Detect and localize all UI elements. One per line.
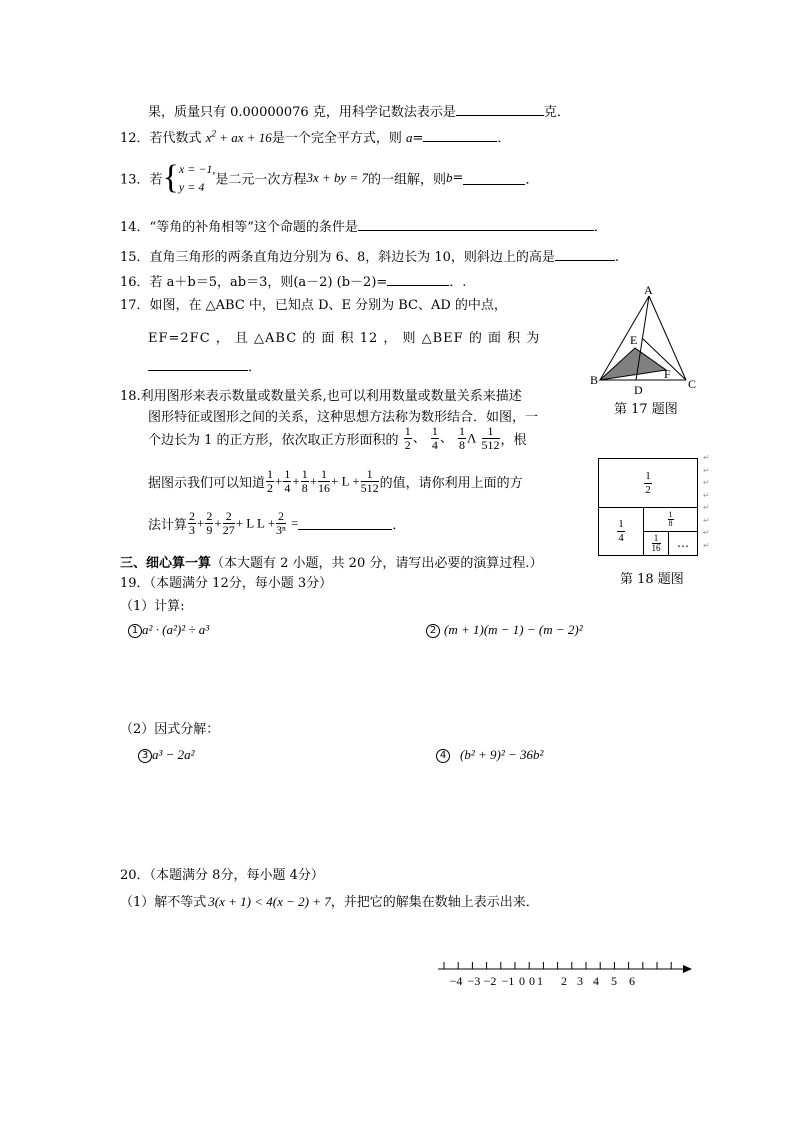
q18-line4: 据图示我们可以知道 $\frac{1}{2}$ + $\frac{1}{4}$ + $\frac{1}{8}$ + $\frac{1}{16}$ + L + $\frac{1}{512}$ 的值，请你利用上面的方 bbox=[148, 467, 523, 495]
q13-number: 13． bbox=[120, 172, 150, 188]
calc-term-1: $\frac{2}{3}$ bbox=[189, 509, 196, 537]
frac-1-4: $\frac{1}{4}$ bbox=[431, 424, 438, 452]
q13-brace: { bbox=[162, 159, 179, 196]
sum-term-4: $\frac{1}{16}$ bbox=[318, 467, 331, 495]
q14-end: ． bbox=[593, 220, 607, 235]
q12-prefix: 若代数式 bbox=[149, 131, 202, 146]
q19-problem-3 bbox=[138, 747, 195, 763]
number-line-label: 5 bbox=[611, 974, 617, 988]
q20-sub1: （1）解不等式 3(x + 1) < 4(x − 2) + 7，并把它的解集在数轴上表示出来． bbox=[120, 894, 539, 910]
q11-line bbox=[148, 101, 570, 120]
circle-1: 1 bbox=[128, 624, 142, 638]
region-quarter: $\frac{1}{4}$ bbox=[599, 508, 644, 555]
number-line-label: −1 bbox=[501, 974, 515, 988]
q12-end: ． bbox=[497, 131, 511, 146]
q19-sub1: （1）计算: bbox=[120, 599, 185, 614]
section-3-heading bbox=[120, 552, 543, 571]
label-a: A bbox=[644, 284, 653, 297]
q17-end: ． bbox=[248, 360, 262, 375]
number-line-label: 1 bbox=[537, 974, 543, 988]
q11-text: 果，质量只有 0.00000076 克，用科学记数法表示是 bbox=[148, 105, 456, 120]
region-sixteenth: $\frac{1}{16}$ bbox=[644, 532, 669, 555]
q13-system: x = −1, y = 4 bbox=[178, 162, 216, 194]
calc-term-4: $\frac{2}{\text{3ⁿ}}$ bbox=[276, 509, 286, 537]
q13-mid2: 的一组解，则 bbox=[368, 172, 447, 188]
q15-text: 15．直角三角形的两条直角边分别为 6、8，斜边长为 10，则斜边上的高是 bbox=[120, 250, 555, 265]
number-line-label: −3 bbox=[467, 974, 481, 988]
sum-term-5: $\frac{1}{512}$ bbox=[360, 467, 379, 495]
q20-head: 20．（本题满分 8分，每小题 4分） bbox=[120, 868, 324, 883]
region-half: $\frac{1}{2}$ bbox=[599, 459, 697, 508]
q16-answer-blank[interactable] bbox=[387, 273, 449, 286]
number-line-label: 0 bbox=[519, 974, 525, 988]
number-line-arrow bbox=[683, 965, 692, 973]
q12-line bbox=[120, 127, 510, 146]
q13-mid: 是二元一次方程 bbox=[215, 172, 307, 188]
q19-sub2: （2）因式分解： bbox=[120, 722, 220, 737]
q17-line3 bbox=[148, 356, 261, 375]
number-line-label: 0 bbox=[529, 974, 535, 988]
number-line[interactable] bbox=[436, 958, 698, 990]
circle-3: 3 bbox=[138, 749, 152, 763]
q16-end: ．. bbox=[449, 275, 467, 290]
label-b: B bbox=[590, 373, 599, 387]
label-f: F bbox=[664, 367, 671, 381]
q11-answer-blank[interactable] bbox=[456, 103, 544, 116]
q11-end: 克． bbox=[543, 105, 570, 120]
frac-1-2: $\frac{1}{2}$ bbox=[404, 424, 411, 452]
sum-term-1: $\frac{1}{2}$ bbox=[267, 467, 274, 495]
q12-var: a bbox=[405, 130, 413, 145]
q19-expr-4: (b² + 9)² − 36b² bbox=[460, 747, 544, 762]
figure-18 bbox=[598, 458, 698, 556]
circle-4: 4 bbox=[436, 749, 450, 763]
q18-answer-blank[interactable] bbox=[298, 517, 392, 530]
q18-line1: 18.利用图形来表示数量或数量关系,也可以利用数量或数量关系来描述 bbox=[120, 389, 522, 404]
q16-line bbox=[120, 271, 466, 290]
q12-number: 12． bbox=[120, 131, 150, 146]
q19-expr-1: a² · (a²)² ÷ a³ bbox=[142, 622, 210, 637]
q19-expr-3: a³ − 2a² bbox=[152, 747, 195, 762]
number-line-label: −2 bbox=[483, 974, 497, 988]
q12-answer-blank[interactable] bbox=[423, 129, 497, 142]
q13-line bbox=[120, 160, 538, 196]
calc-term-2: $\frac{2}{9}$ bbox=[206, 509, 213, 537]
frac-1-8: $\frac{1}{8}$ bbox=[458, 424, 465, 452]
q20-inequality: 3(x + 1) < 4(x − 2) + 7 bbox=[208, 894, 331, 909]
q19-problem-1 bbox=[128, 622, 209, 638]
q18-line5: 法计算 $\frac{2}{3}$ + $\frac{2}{9}$ + $\frac{2}{27}$ + L L + $\frac{2}{\text{3ⁿ}}$ = ． bbox=[148, 509, 406, 537]
q15-end: . bbox=[614, 250, 620, 265]
number-line-label: 2 bbox=[561, 974, 567, 988]
sum-term-2: $\frac{1}{4}$ bbox=[284, 467, 291, 495]
q15-line bbox=[120, 246, 619, 265]
q19-problem-2 bbox=[426, 622, 583, 638]
frac-1-512: $\frac{1}{512}$ bbox=[481, 424, 500, 452]
figure-17-caption: 第 17 题图 bbox=[614, 402, 678, 417]
figure-17 bbox=[590, 284, 710, 396]
q13-end: ． bbox=[525, 172, 539, 188]
label-e: E bbox=[630, 333, 638, 347]
q14-text: 14．“等角的补角相等”这个命题的条件是 bbox=[120, 220, 358, 235]
number-line-label: 6 bbox=[629, 974, 635, 988]
q12-mid: 是一个完全平方式，则 bbox=[271, 131, 402, 146]
section-3-note: （本大题有 2 小题，共 20 分，请写出必要的演算过程.） bbox=[211, 556, 543, 571]
section-3-title: 三、细心算一算 bbox=[120, 556, 212, 571]
region-rest: … bbox=[677, 536, 689, 550]
q17-line1: 17．如图，在 △ABC 中，已知点 D、E 分别为 BC、AD 的中点， bbox=[120, 298, 507, 313]
q12-eq: = bbox=[412, 131, 424, 146]
q12-expression: $x^2$ + ax + 16 bbox=[205, 128, 272, 145]
q19-head: 19．（本题满分 12分，每小题 3分） bbox=[120, 576, 333, 591]
q15-answer-blank[interactable] bbox=[555, 248, 615, 261]
q18-line2: 图形特征或图形之间的关系，这种思想方法称为数形结合．如图，一 bbox=[148, 410, 539, 425]
q14-answer-blank[interactable] bbox=[358, 218, 594, 231]
label-d: D bbox=[634, 383, 643, 396]
region-eighth: $\frac{1}{8}$ bbox=[644, 508, 697, 532]
q13-eq: = bbox=[452, 170, 464, 186]
calc-term-3: $\frac{2}{27}$ bbox=[222, 509, 235, 537]
q18-line3: 个边长为 1 的正方形，依次取正方形面积的 $\frac{1}{2}$ 、 $\frac{1}{4}$ 、 $\frac{1}{8}$ Λ $\frac{1}{512}$ ，根 bbox=[148, 424, 527, 452]
number-line-label: 4 bbox=[593, 974, 599, 988]
label-c: C bbox=[688, 377, 697, 391]
q13-answer-blank[interactable] bbox=[463, 172, 525, 185]
q13-equation: 3x + by = 7 bbox=[306, 170, 369, 185]
q17-line2: EF=2FC ， 且 △ABC 的 面 积 12 ， 则 △BEF 的 面 积 为 bbox=[148, 331, 541, 346]
q13-prefix: 若 bbox=[149, 172, 163, 188]
q17-answer-blank[interactable] bbox=[148, 358, 248, 371]
q19-problem-4 bbox=[436, 747, 543, 763]
figure-18-caption: 第 18 题图 bbox=[620, 572, 684, 587]
circle-2: 2 bbox=[426, 624, 440, 638]
q14-line bbox=[120, 216, 607, 235]
q19-expr-2: (m + 1)(m − 1) − (m − 2)² bbox=[444, 622, 583, 637]
number-line-label: −4 bbox=[449, 974, 463, 988]
sum-term-3: $\frac{1}{8}$ bbox=[301, 467, 308, 495]
number-line-label: 3 bbox=[577, 974, 583, 988]
figure-18-marks: ↵ ↵ ↵ ↵ ↵ ↵ ↵ ↵ bbox=[703, 453, 710, 550]
q16-text: 16．若 a＋b＝5，ab＝3，则(a－2) (b－2)= bbox=[120, 275, 388, 290]
q13-var: b bbox=[446, 170, 453, 185]
